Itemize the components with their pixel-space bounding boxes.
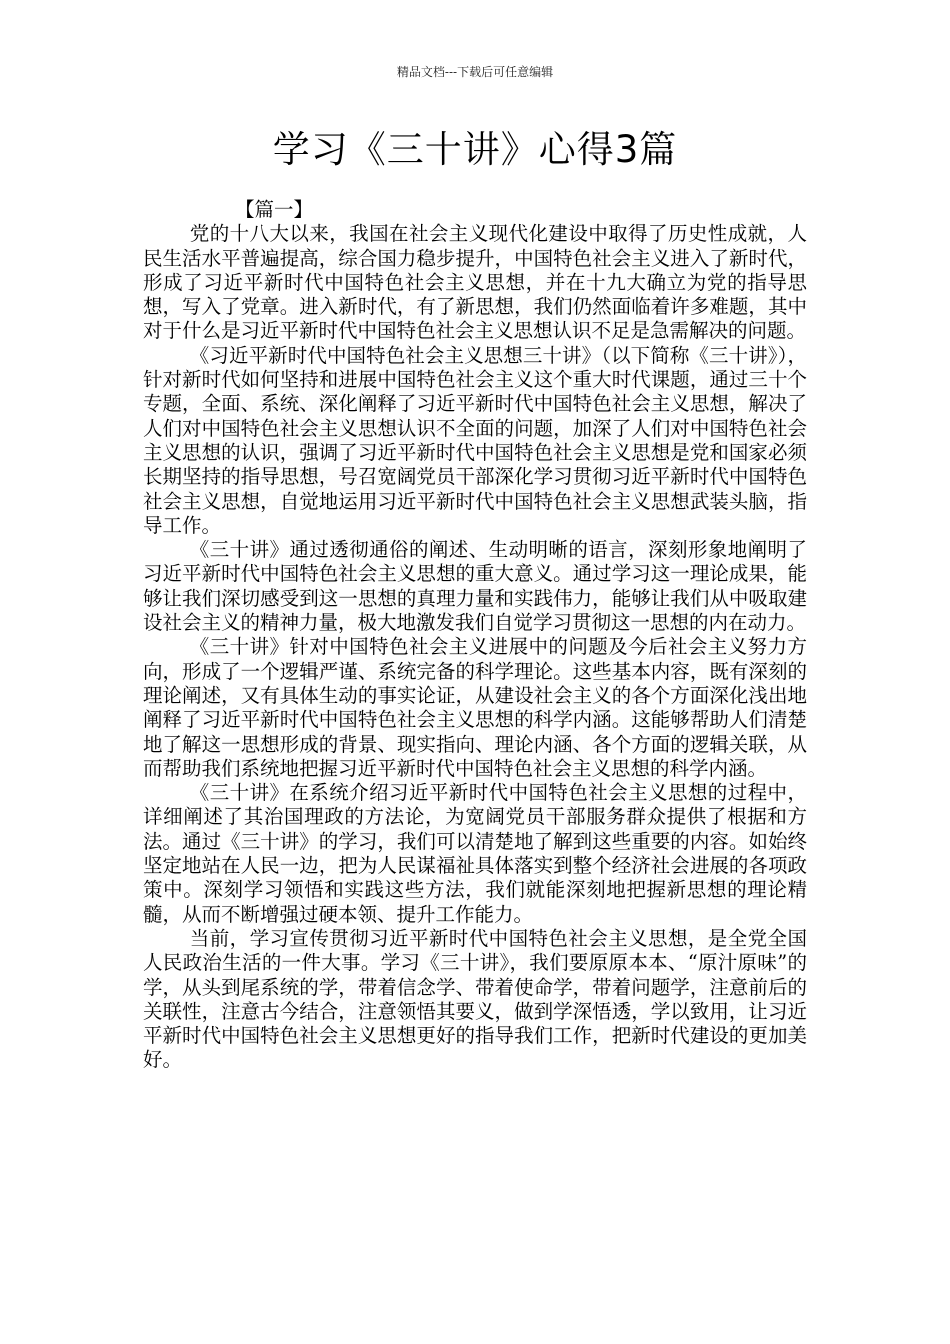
- header-note: 精品文档---下载后可任意编辑: [396, 65, 554, 79]
- paragraph-2: 《习近平新时代中国特色社会主义思想三十讲》（以下简称《三十讲》），针对新时代如何坚持和进展中国特色社会主义这个重大时代课题，通过三十个专题，全面、系统、深化阐释了习近平新时代中国特色社会主义思想，解决了人们对中国特色社会主义思想认识不全面的问题，加深了人们对中国特色社会主义思想的认识，强调了习近平新时代中国特色社会主义思想是党和国家必须长期坚持的指导思想，号召宽阔党员干部深化学习贯彻习近平新时代中国特色社会主义思想，自觉地运用习近平新时代中国特色社会主义思想武装头脑，指导工作。: [143, 343, 807, 537]
- paragraph-4: 《三十讲》针对中国特色社会主义进展中的问题及今后社会主义努力方向，形成了一个逻辑严谨、系统完备的科学理论。这些基本内容，既有深刻的理论阐述，又有具体生动的事实论证，从建设社会主义的各个方面深化浅出地阐释了习近平新时代中国特色社会主义思想的科学内涵。这能够帮助人们清楚地了解这一思想形成的背景、现实指向、理论内涵、各个方面的逻辑关联，从而帮助我们系统地把握习近平新时代中国特色社会主义思想的科学内涵。: [143, 635, 807, 780]
- paragraph-6: 当前，学习宣传贯彻习近平新时代中国特色社会主义思想，是全党全国人民政治生活的一件大事。学习《三十讲》，我们要原原本本、“原汁原味”的学，从头到尾系统的学，带着信念学、带着使命学，带着问题学，注意前后的关联性，注意古今结合，注意领悟其要义，做到学深悟透，学以致用，让习近平新时代中国特色社会主义思想更好的指导我们工作，把新时代建设的更加美好。: [143, 926, 807, 1072]
- document-body: [143, 198, 807, 1073]
- paragraph-3: 《三十讲》通过透彻通俗的阐述、生动明晰的语言，深刻形象地阐明了习近平新时代中国特色社会主义思想的重大意义。通过学习这一理论成果，能够让我们深切感受到这一思想的真理力量和实践伟力，能够让我们从中吸取建设社会主义的精神力量，极大地激发我们自觉学习贯彻这一思想的内在动力。: [143, 538, 807, 635]
- page-title: 学习《三十讲》心得3篇: [272, 128, 678, 171]
- paragraph-1: 党的十八大以来，我国在社会主义现代化建设中取得了历史性成就，人民生活水平普遍提高，综合国力稳步提升，中国特色社会主义进入了新时代，形成了习近平新时代中国特色社会主义思想，并在十九大确立为党的指导思想，写入了党章。进入新时代，有了新思想，我们仍然面临着许多难题，其中对于什么是习近平新时代中国特色社会主义思想认识不足是急需解决的问题。: [143, 222, 807, 343]
- paragraph-5: 《三十讲》在系统介绍习近平新时代中国特色社会主义思想的过程中，详细阐述了其治国理政的方法论，为宽阔党员干部服务群众提供了根据和方法。通过《三十讲》的学习，我们可以清楚地了解到这些重要的内容。如始终坚定地站在人民一边，把为人民谋福祉具体落实到整个经济社会进展的各项政策中。深刻学习领悟和实践这些方法，我们就能深刻地把握新思想的理论精髓，从而不断增强过硬本领、提升工作能力。: [143, 781, 807, 926]
- section-label: 【篇一】: [235, 198, 314, 221]
